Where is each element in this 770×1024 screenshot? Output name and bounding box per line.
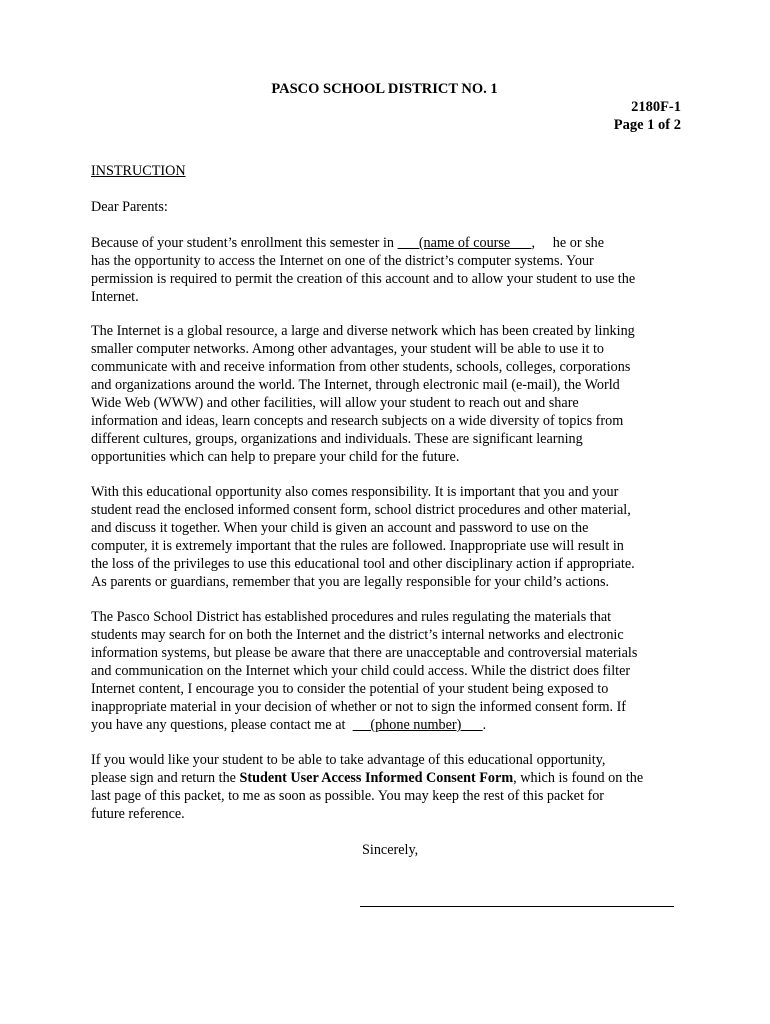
paragraph-line: computer, it is extremely important that the rules are followed. Inappropriate use will result in xyxy=(91,538,624,554)
text-run: . xyxy=(482,717,487,733)
phone-number-field: (phone number) xyxy=(352,717,483,733)
paragraph-line: Internet. xyxy=(91,289,139,305)
paragraph-line: and organizations around the world. The Internet, through electronic mail (e-mail), the World xyxy=(91,377,620,393)
paragraph-line: different cultures, groups, organizations and individuals. These are significant learning xyxy=(91,431,583,447)
section-heading: INSTRUCTION xyxy=(91,163,186,179)
paragraph-line: communicate with and receive information from other students, schools, colleges, corporations xyxy=(91,359,631,375)
text-run: Because of your student’s enrollment this semester in xyxy=(91,235,398,251)
consent-form-name: Student User Access Informed Consent Form xyxy=(239,770,514,786)
paragraph-line xyxy=(91,769,681,787)
page-indicator: Page 1 of 2 xyxy=(613,117,681,133)
paragraph-line: Internet content, I encourage you to consider the potential of your student being exposed to xyxy=(91,681,609,697)
paragraph-line xyxy=(91,234,681,252)
text-run: , which is found on the xyxy=(513,770,644,786)
paragraph-line xyxy=(91,716,681,734)
paragraph-line: If you would like your student to be able to take advantage of this educational opportunity, xyxy=(91,752,606,768)
paragraph-line: student read the enclosed informed consent form, school district procedures and other material, xyxy=(91,502,631,518)
paragraph-procedures xyxy=(91,608,681,734)
paragraph-line: inappropriate material in your decision of whether or not to sign the informed consent form. If xyxy=(91,699,627,715)
paragraph-line: opportunities which can help to prepare your child for the future. xyxy=(91,449,460,465)
form-number: 2180F-1 xyxy=(631,99,681,115)
paragraph-line: The Internet is a global resource, a large and diverse network which has been created by linking xyxy=(91,323,635,339)
course-name-field: (name of course xyxy=(397,235,532,251)
signature-line xyxy=(360,906,674,907)
paragraph-line: As parents or guardians, remember that you are legally responsible for your child’s actions. xyxy=(91,574,610,590)
paragraph-line: students may search for on both the Internet and the district’s internal networks and electronic xyxy=(91,627,624,643)
form-number-block xyxy=(614,98,681,134)
paragraph-line: Wide Web (WWW) and other facilities, will allow your student to reach out and share xyxy=(91,395,579,411)
paragraph-line: last page of this packet, to me as soon as possible. You may keep the rest of this packet for xyxy=(91,788,605,804)
district-title xyxy=(0,80,770,98)
paragraph-enrollment xyxy=(91,234,681,306)
paragraph-line: information and ideas, learn concepts and research subjects on a wide diversity of topics from xyxy=(91,413,624,429)
salutation: Dear Parents: xyxy=(91,199,168,215)
paragraph-internet xyxy=(91,322,681,466)
paragraph-line: With this educational opportunity also comes responsibility. It is important that you and your xyxy=(91,484,619,500)
paragraph-line: and communication on the Internet which your child could access. While the district does filter xyxy=(91,663,631,679)
text-run: please sign and return the xyxy=(91,770,240,786)
closing: Sincerely, xyxy=(362,842,419,858)
paragraph-responsibility xyxy=(91,483,681,591)
paragraph-line: future reference. xyxy=(91,806,185,822)
paragraph-line: smaller computer networks. Among other advantages, your student will be able to use it to xyxy=(91,341,605,357)
paragraph-line: information systems, but please be aware that there are unacceptable and controversial materials xyxy=(91,645,638,661)
text-run: you have any questions, please contact me at xyxy=(91,717,353,733)
paragraph-line: the loss of the privileges to use this educational tool and other disciplinary action if appropriate. xyxy=(91,556,635,572)
paragraph-line: The Pasco School District has established procedures and rules regulating the materials that xyxy=(91,609,612,625)
paragraph-line: and discuss it together. When your child is given an account and password to use on the xyxy=(91,520,589,536)
district-name: PASCO SCHOOL DISTRICT NO. 1 xyxy=(271,81,498,97)
paragraph-line: permission is required to permit the creation of this account and to allow your student to use the xyxy=(91,271,636,287)
text-run: , he or she xyxy=(531,235,604,251)
paragraph-return-form xyxy=(91,751,681,823)
paragraph-line: has the opportunity to access the Internet on one of the district’s computer systems. Your xyxy=(91,253,594,269)
